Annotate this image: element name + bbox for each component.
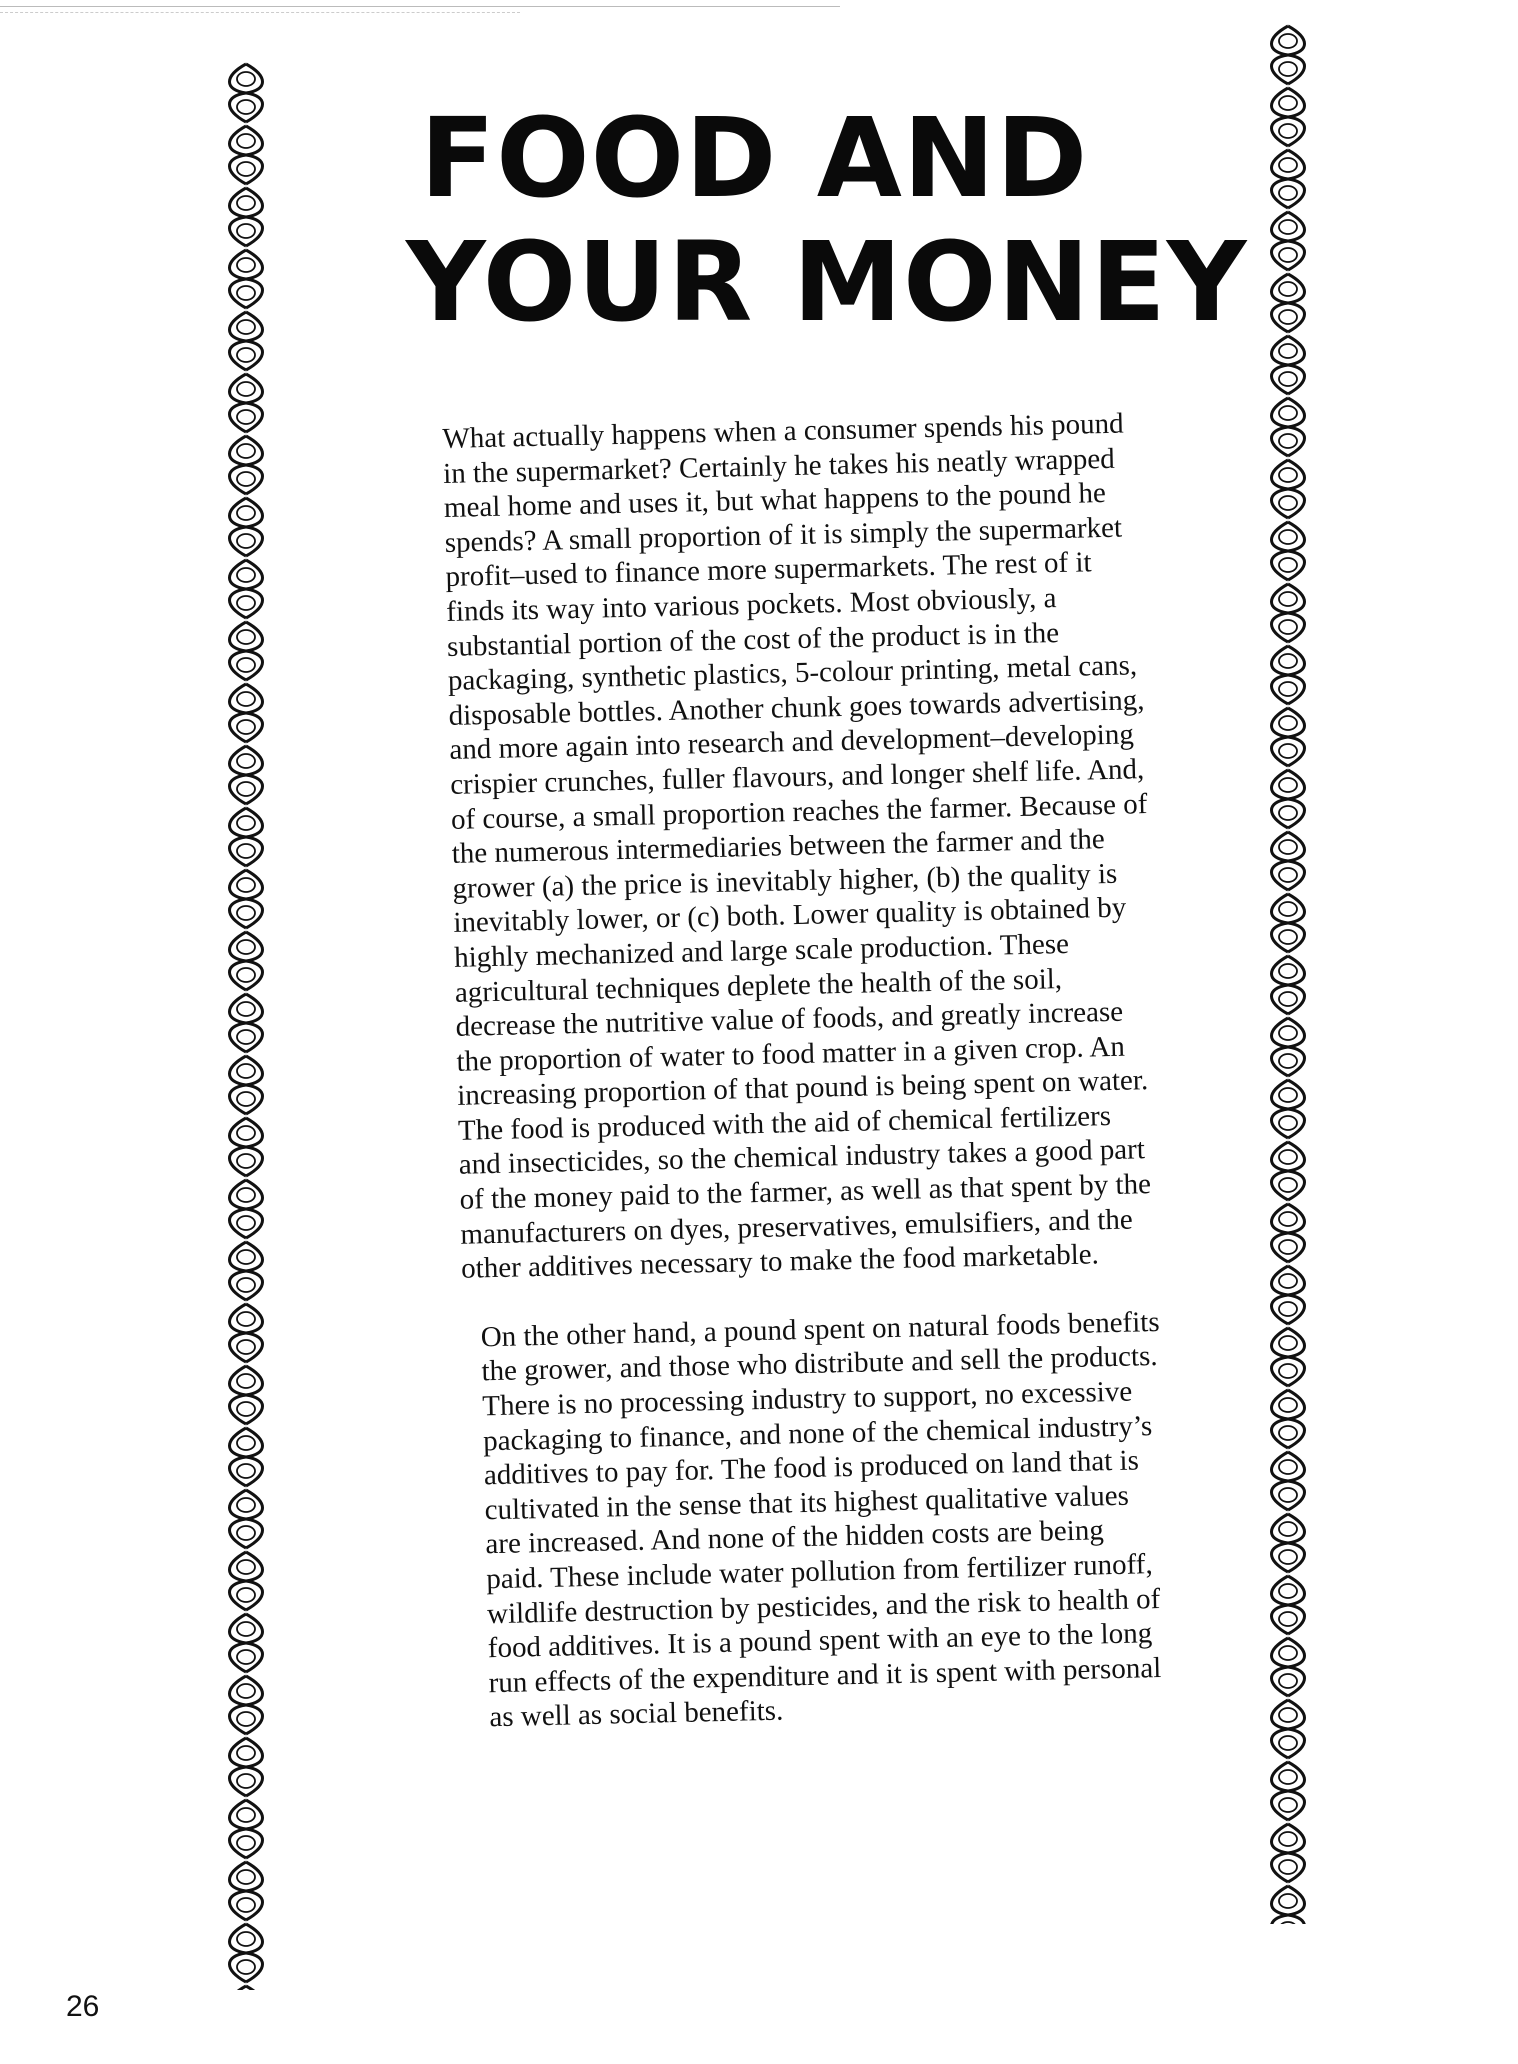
page-title <box>406 94 1248 346</box>
body-paragraph: On the other hand, a pound spent on natural foods benefits the grower, and those who distribute and sell the products. There is no processing industry to support, no excessive packaging to finance, and none of the chemical industry’s additives to pay for. The food is produced on land that is cultivated in the sense that its highest qualitative values are increased. And none of the hidden costs are being paid. These include water pollution from fertilizer runoff, wildlife destruction by pesticides, and the risk to health of food additives. It is a pound spent with an eye to the long run effects of the expenditure and it is spent with personal as well as social benefits. <box>480 1305 1162 1734</box>
chain-link-border-icon <box>1260 24 1316 1924</box>
scan-edge-line <box>0 12 520 13</box>
body-paragraph: What actually happens when a consumer spends his pound in the supermarket? Certainly he takes his neatly wrapped meal home and uses it, but what happens to the pound he spends? A small proportion of it is simply the supermarket profit–used to finance more supermarkets. The rest of it finds its way into various pockets. Most obviously, a substantial portion of the cost of the product is in the packaging, synthetic plastics, 5-colour printing, metal cans, disposable bottles. Another chunk goes towards advertising, and more again into research and development–developing crispier crunches, fuller flavours, and longer shelf life. And, of course, a small proportion reaches the farmer. Because of the numerous intermediaries between the farmer and the grower (a) the price is inevitably higher, (b) the quality is inevitably lower, or (c) both. Lower quality is obtained by highly mechanized and large scale production. These agricultural techniques deplete the health of the soil, decrease the nutritive value of foods, and greatly increase the proportion of water to food matter in a given crop. An increasing proportion of that pound is being spent on water. The food is produced with the aid of chemical fertilizers and insecticides, so the chemical industry takes a good part of the money paid to the farmer, as well as that spent by the manufacturers on dyes, preservatives, emulsifiers, and the other additives necessary to make the food marketable. <box>442 407 1152 1286</box>
chain-link-border-icon <box>218 62 274 1990</box>
article-body <box>442 406 1172 1770</box>
title-line-2: YOUR MONEY <box>406 218 1248 346</box>
page-number: 26 <box>66 1990 100 2023</box>
scan-edge-line <box>0 6 840 7</box>
title-line-1: FOOD AND <box>420 94 1089 222</box>
